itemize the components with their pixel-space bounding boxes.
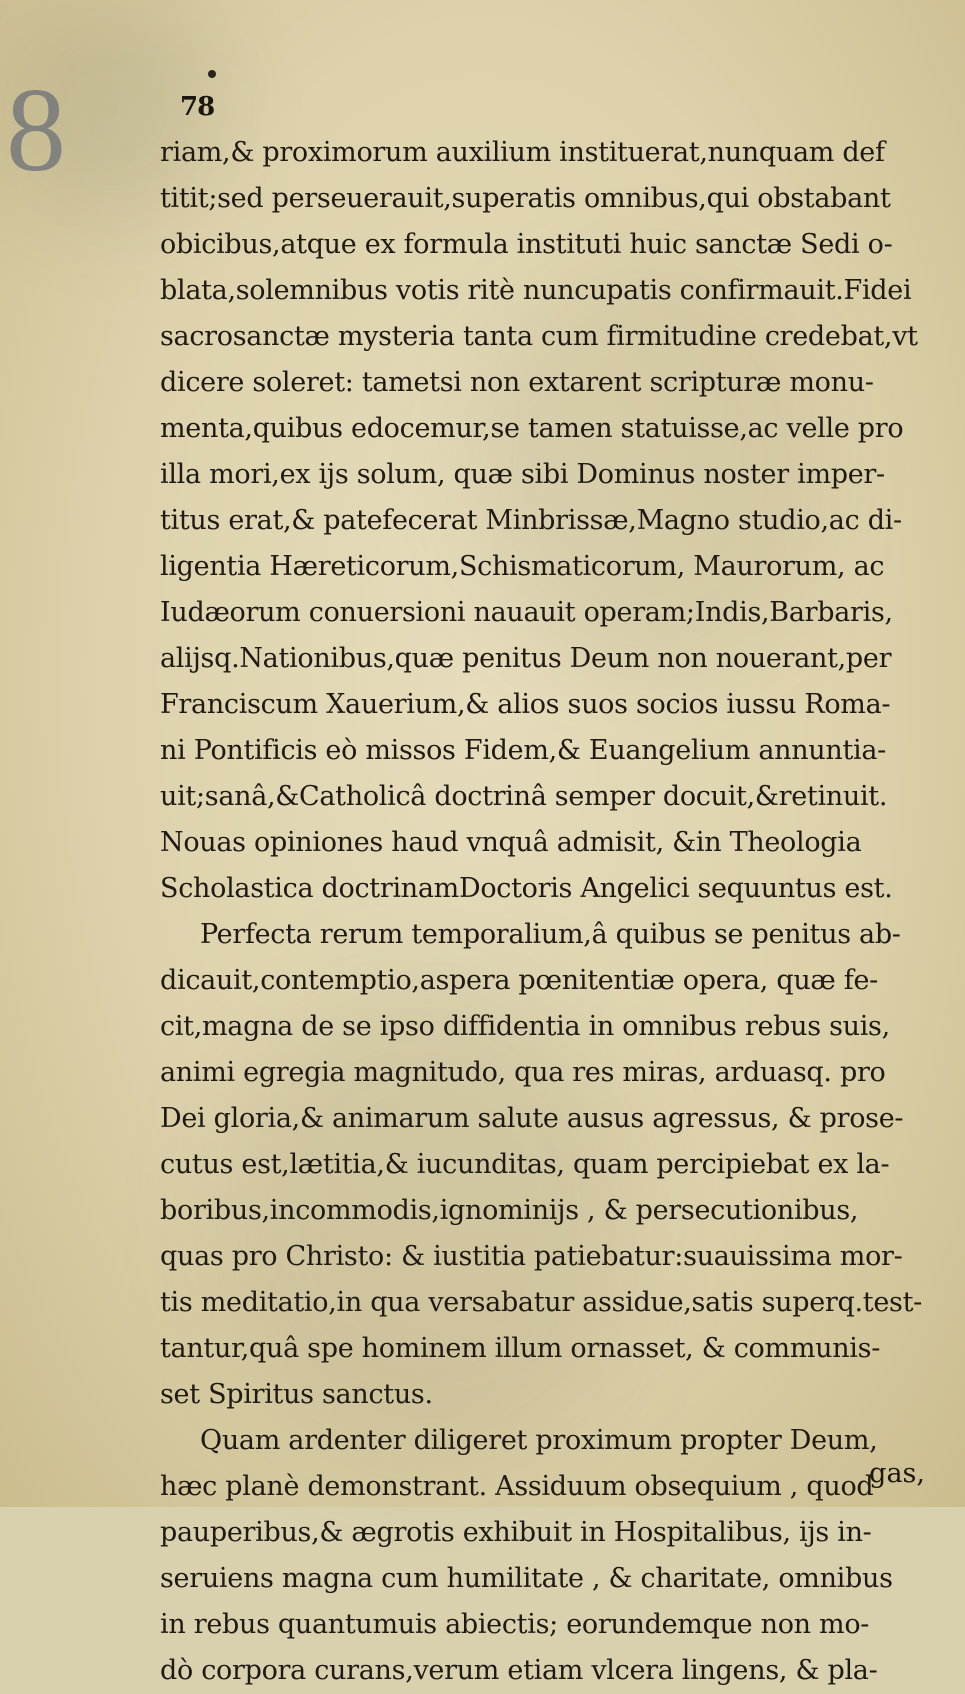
text-line: titit;sed perseuerauit,superatis omnibus,qui obstabant: [160, 183, 891, 214]
text-line: cutus est,lætitia,& iucunditas, quam percipiebat ex la-: [160, 1149, 890, 1180]
text-line: sacrosanctæ mysteria tanta cum firmitudine credebat,vt: [160, 321, 918, 352]
text-line: uit;sanâ,&Catholicâ doctrinâ semper docuit,&retinuit.: [160, 781, 888, 812]
text-line: titus erat,& patefecerat Minbrissæ,Magno studio,ac di-: [160, 505, 902, 536]
manuscript-number: 8: [6, 63, 66, 196]
text-line: ligentia Hæreticorum,Schismaticorum, Maurorum, ac: [160, 551, 885, 582]
text-line: Nouas opiniones haud vnquâ admisit, &in Theologia: [160, 827, 862, 858]
text-line: cit,magna de se ipso diffidentia in omnibus rebus suis,: [160, 1011, 890, 1042]
body-text: [160, 130, 930, 1694]
catchword: gas,: [869, 1458, 925, 1489]
text-line: tantur,quâ spe hominem illum ornasset, & communis-: [160, 1333, 881, 1364]
text-line: pauperibus,& ægrotis exhibuit in Hospitalibus, ijs in-: [160, 1517, 872, 1548]
text-line: dicere soleret: tametsi non extarent scripturæ monu-: [160, 367, 874, 398]
text-line: dò corpora curans,verum etiam vlcera lingens, & pla-: [160, 1655, 878, 1686]
ink-dot: [208, 70, 216, 78]
paragraph-start-line: Quam ardenter diligeret proximum propter Deum,: [200, 1425, 878, 1456]
text-line: Iudæorum conuersioni nauauit operam;Indis,Barbaris,: [160, 597, 893, 628]
text-line: menta,quibus edocemur,se tamen statuisse,ac velle pro: [160, 413, 904, 444]
text-line: illa mori,ex ijs solum, quæ sibi Dominus noster imper-: [160, 459, 885, 490]
text-line: hæc planè demonstrant. Assiduum obsequium , quod: [160, 1471, 874, 1502]
text-line: ni Pontificis eò missos Fidem,& Euangelium annuntia-: [160, 735, 886, 766]
text-line: Franciscum Xauerium,& alios suos socios iussu Roma-: [160, 689, 891, 720]
text-line: boribus,incommodis,ignominijs , & persecutionibus,: [160, 1195, 859, 1226]
paragraph-start-line: Perfecta rerum temporalium,â quibus se penitus ab-: [200, 919, 901, 950]
text-line: alijsq.Nationibus,quæ penitus Deum non nouerant,per: [160, 643, 892, 674]
text-line: Scholastica doctrinamDoctoris Angelici sequuntus est.: [160, 873, 893, 904]
text-line: riam,& proximorum auxilium instituerat,nunquam def: [160, 137, 885, 168]
text-line: animi egregia magnitudo, qua res miras, arduasq. pro: [160, 1057, 886, 1088]
text-line: tis meditatio,in qua versabatur assidue,satis superq.test-: [160, 1287, 922, 1318]
text-line: quas pro Christo: & iustitia patiebatur:suauissima mor-: [160, 1241, 903, 1272]
text-line: obicibus,atque ex formula instituti huic sanctæ Sedi o-: [160, 229, 893, 260]
text-line: dicauit,contemptio,aspera pœnitentiæ opera, quæ fe-: [160, 965, 878, 996]
text-line: set Spiritus sanctus.: [160, 1379, 433, 1410]
text-line: Dei gloria,& animarum salute ausus agressus, & prose-: [160, 1103, 904, 1134]
text-line: seruiens magna cum humilitate , & charitate, omnibus: [160, 1563, 893, 1594]
text-line: in rebus quantumuis abiectis; eorundemque non mo-: [160, 1609, 870, 1640]
page-number: 78: [180, 92, 215, 122]
text-line: blata,solemnibus votis ritè nuncupatis confirmauit.Fidei: [160, 275, 912, 306]
